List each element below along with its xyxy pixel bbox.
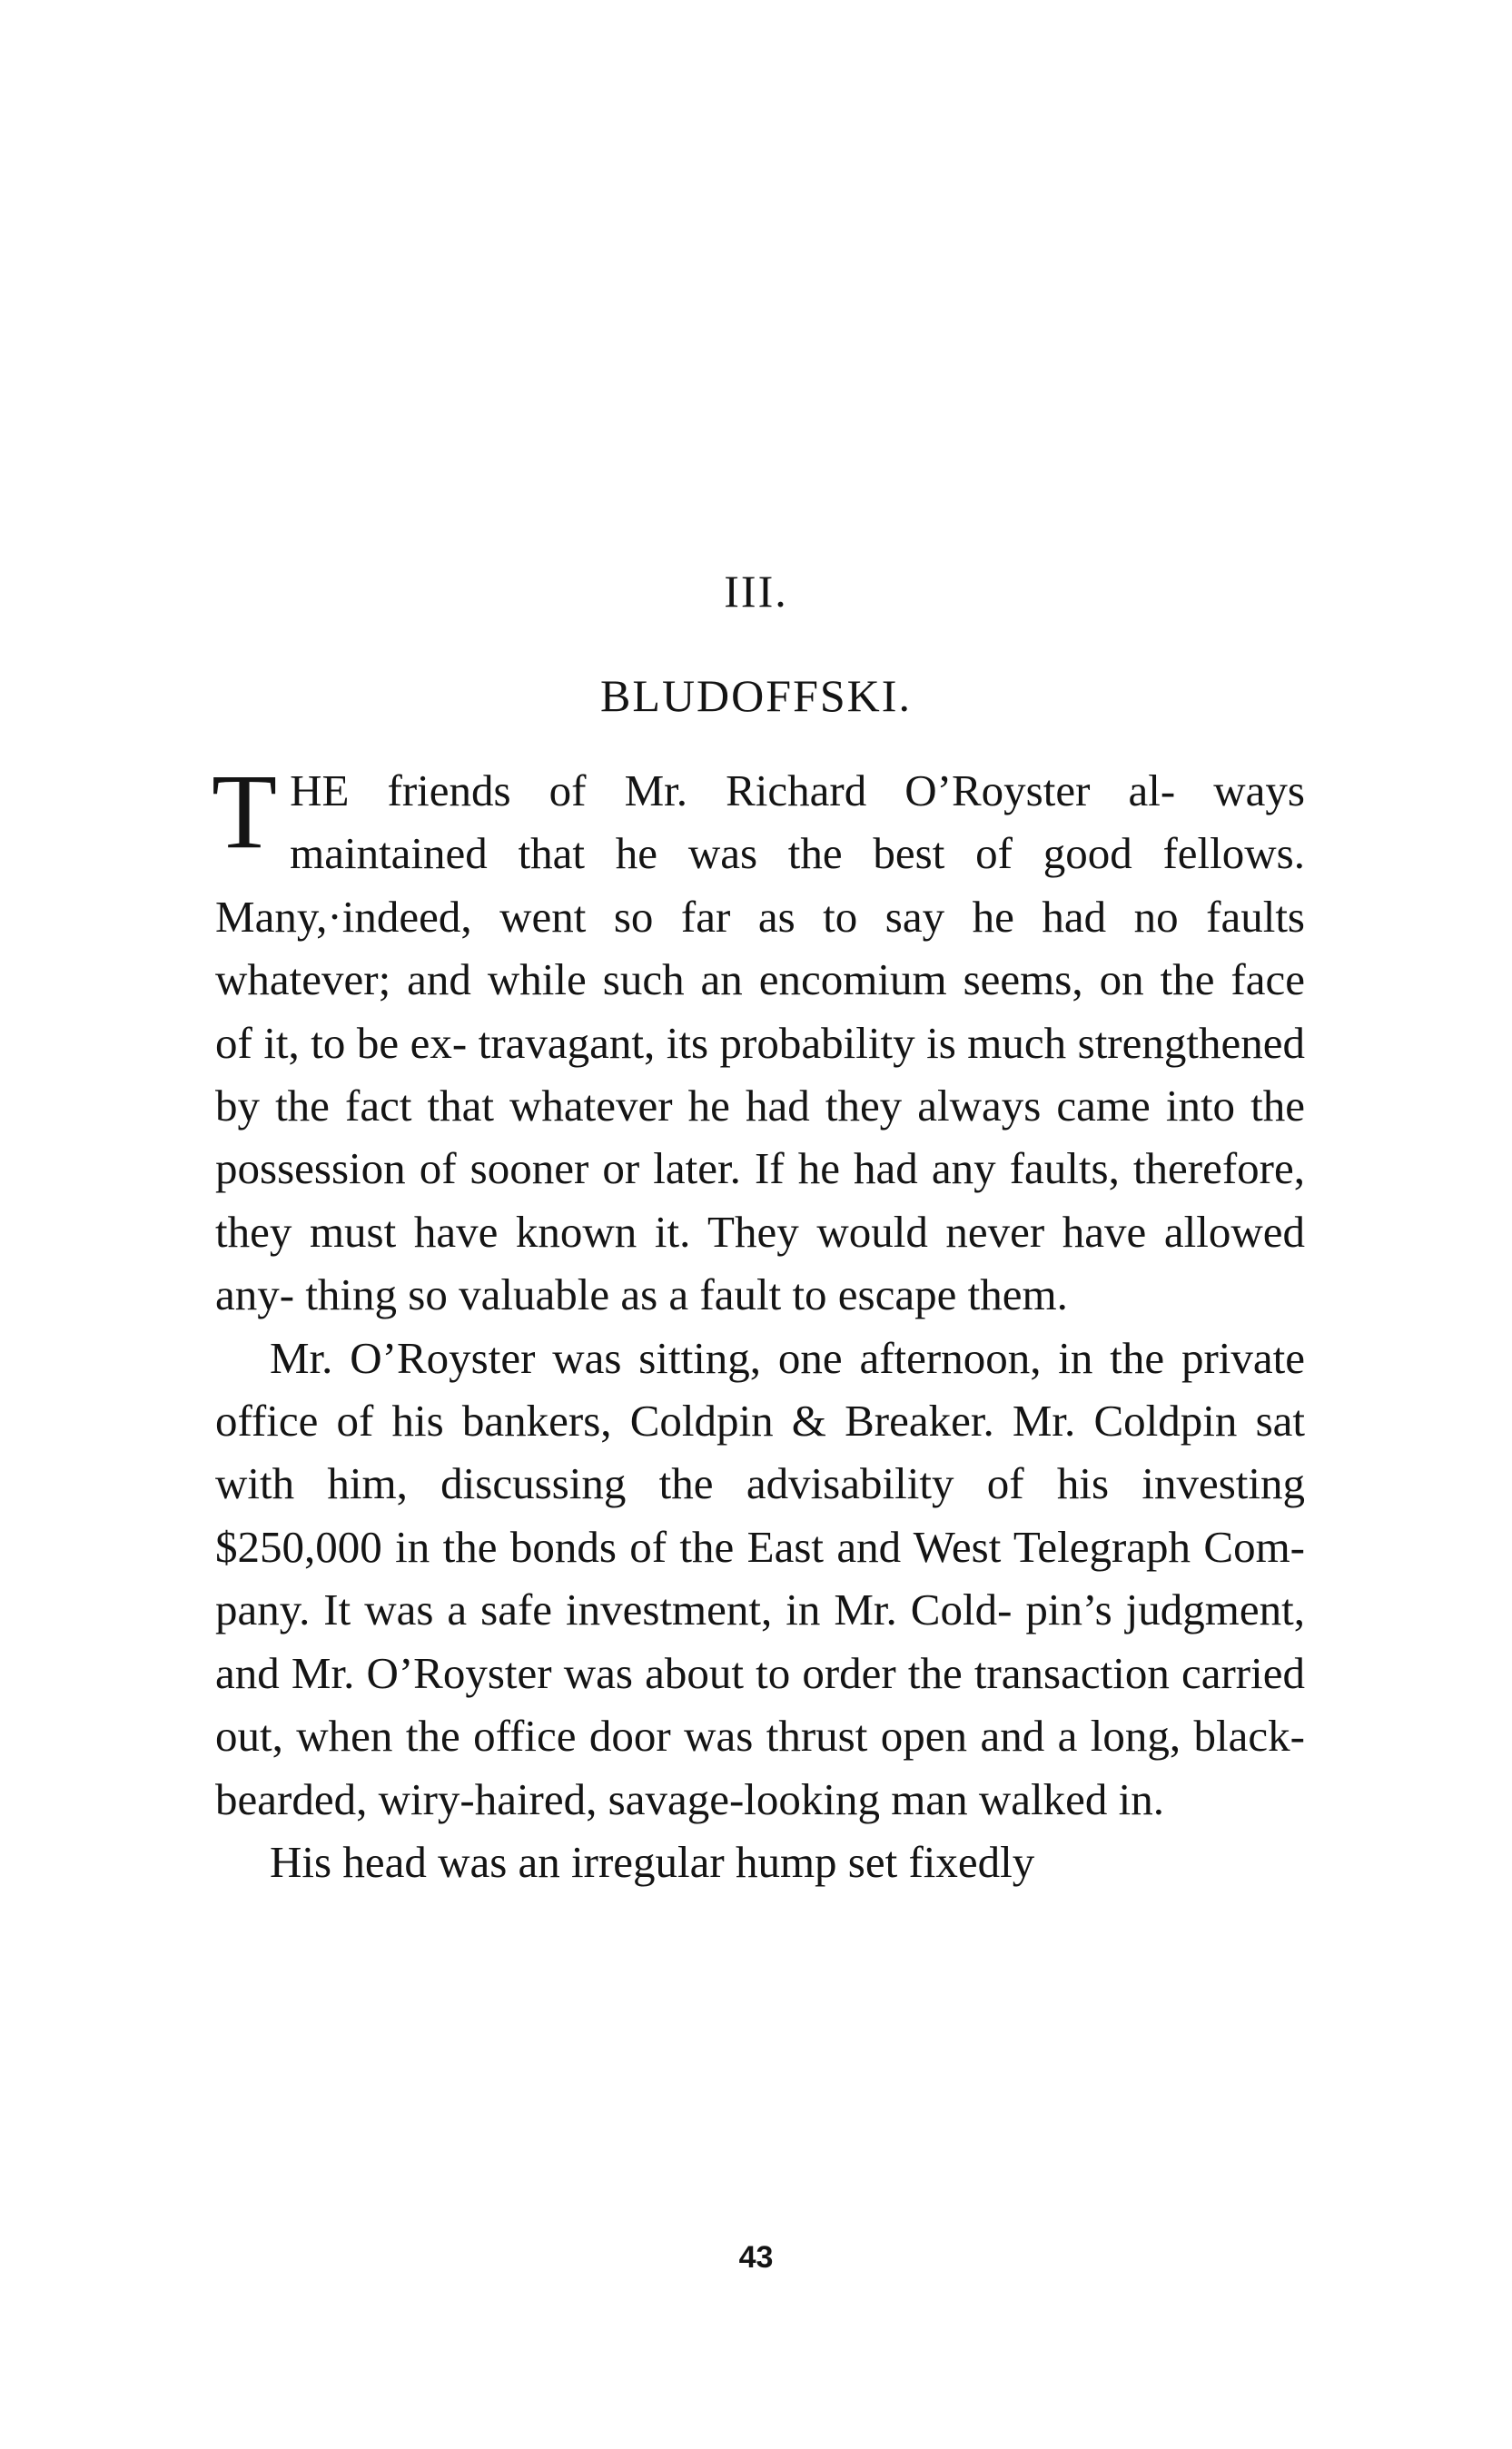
chapter-number: III. <box>724 566 788 617</box>
paragraph-1 <box>212 752 1305 1327</box>
drop-cap: T <box>212 752 278 871</box>
paragraph-2: Mr. O’Royster was sitting, one afternoon, in the private office of his bankers, Coldpin & Breaker. Mr. Coldpin sat with him, discussing the advisability of his investing $250,000 in the bonds of the East and West Telegraph Com- pany. It was a safe investment, in Mr. Cold- pin’s judgment, and Mr. O’Royster was about to order the transaction carried out, when the office door was thrust open and a long, black-bearded, wiry-haired, savage-looking man walked in. <box>215 1332 1305 1824</box>
paragraph-3: His head was an irregular hump set fixedly <box>270 1836 1035 1887</box>
chapter-body <box>212 752 1305 1893</box>
paragraph-1-text: HE friends of Mr. Richard O’Royster al- ways maintained that he was the best of good fellows. Many,·indeed, went so far as to say he had no faults whatever; and while such an encomium seems, on the face of it, to be ex- travagant, its probability is much strengthened by the fact that whatever he had they always came into the possession of sooner or later. If he had any faults, therefore, they must have known it. They would never have allowed any- thing so valuable as a fault to escape them. <box>215 765 1305 1320</box>
chapter-title: BLUDOFFSKI. <box>600 670 912 721</box>
page-number: 43 <box>738 2240 774 2275</box>
